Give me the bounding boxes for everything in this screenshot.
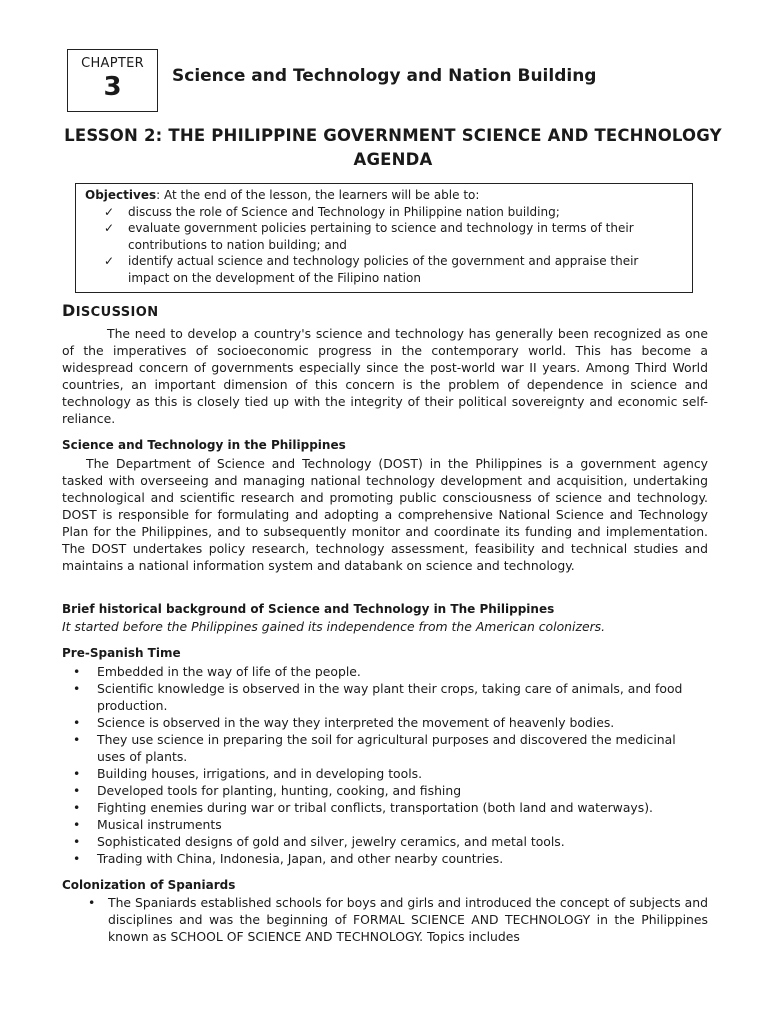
list-item-text: Building houses, irrigations, and in developing tools. (97, 766, 423, 781)
list-item-text: Fighting enemies during war or tribal conflicts, transportation (both land and waterways). (97, 800, 653, 815)
bullet-icon: • (73, 817, 81, 832)
list-item (62, 663, 708, 680)
bullet-icon: • (88, 895, 96, 910)
history-heading: Brief historical background of Science and Technology in The Philippines (62, 602, 555, 616)
objectives-intro: : At the end of the lesson, the learners will be able to: (156, 188, 480, 202)
bullet-icon: • (73, 715, 81, 730)
objective-item (104, 220, 682, 253)
discussion-initial: D (62, 301, 76, 320)
list-item (62, 894, 708, 945)
lesson-title: LESSON 2: THE PHILIPPINE GOVERNMENT SCIENCE AND TECHNOLOGY AGENDA (64, 126, 722, 169)
objective-text: evaluate government policies pertaining to science and technology in terms of their contributions to nation building; and (128, 221, 634, 252)
objective-item (104, 204, 682, 221)
list-item (62, 816, 708, 833)
discussion-rest: ISCUSSION (75, 305, 159, 320)
history-italic-line: It started before the Philippines gained its independence from the American colonizers. (62, 619, 606, 634)
list-item (62, 799, 708, 816)
st-philippines-paragraph: The Department of Science and Technology (DOST) in the Philippines is a government agency tasked with overseeing and managing national technology development and acquisition, undertaking technological and scientific research and promoting public consciousness of science and technology. DOST is responsible for formulating and adopting a comprehensive National Science and Technology Plan for the Philippines, and to subsequently monitor and coordinate its funding and implementation. The DOST undertakes policy research, technology assessment, feasibility and technical studies and maintains a national information system and databank on science and technology. (62, 456, 708, 573)
chapter-label: CHAPTER (81, 56, 144, 71)
objectives-box (75, 183, 693, 293)
list-item (62, 731, 708, 765)
pre-spanish-heading: Pre-Spanish Time (62, 646, 181, 660)
list-item-text: The Spaniards established schools for boys and girls and introduced the concept of subjects and disciplines and was the beginning of FORMAL SCIENCE AND TECHNOLOGY in the Philippines known as SCHOOL OF SCIENCE AND TECHNOLOGY. Topics includes (108, 895, 708, 944)
check-icon: ✓ (104, 254, 115, 269)
list-item (62, 782, 708, 799)
list-item (62, 680, 708, 714)
bullet-icon: • (73, 766, 81, 781)
objective-item (104, 253, 682, 286)
list-item-text: Trading with China, Indonesia, Japan, and other nearby countries. (97, 851, 504, 866)
list-item (62, 714, 708, 731)
check-icon: ✓ (104, 204, 115, 219)
list-item-text: Sophisticated designs of gold and silver, jewelry ceramics, and metal tools. (97, 834, 565, 849)
bullet-icon: • (73, 834, 81, 849)
st-philippines-heading: Science and Technology in the Philippines (62, 438, 346, 452)
chapter-title: Science and Technology and Nation Building (172, 66, 597, 86)
spaniards-heading: Colonization of Spaniards (62, 878, 236, 892)
bullet-icon: • (73, 851, 81, 866)
objectives-heading-line (85, 187, 682, 204)
objectives-heading: Objectives (85, 188, 157, 202)
check-icon: ✓ (104, 221, 115, 236)
list-item-text: Embedded in the way of life of the people. (97, 664, 361, 679)
objectives-list (85, 204, 682, 287)
list-item-text: Science is observed in the way they interpreted the movement of heavenly bodies. (97, 715, 615, 730)
bullet-icon: • (73, 681, 81, 696)
pre-spanish-list (62, 663, 708, 867)
list-item-text: Scientific knowledge is observed in the way plant their crops, taking care of animals, and food production. (97, 681, 683, 713)
list-item (62, 850, 708, 867)
list-item (62, 765, 708, 782)
objective-text: discuss the role of Science and Technology in Philippine nation building; (128, 204, 560, 219)
bullet-icon: • (73, 732, 81, 747)
chapter-number: 3 (103, 72, 122, 102)
chapter-box (67, 49, 158, 112)
discussion-paragraph: The need to develop a country's science and technology has generally been recognized as one of the imperatives of socioeconomic progress in the contemporary world. This has become a widespread concern of governments especially since the post-world war II years. Among Third World countries, an important dimension of this concern is the problem of dependence in science and technology as this is closely tied up with the integrity of their political sovereignty and economic self-reliance. (62, 326, 708, 426)
list-item-text: Musical instruments (97, 817, 222, 832)
discussion-heading (62, 301, 159, 320)
list-item-text: Developed tools for planting, hunting, cooking, and fishing (97, 783, 462, 798)
bullet-icon: • (73, 783, 81, 798)
bullet-icon: • (73, 664, 81, 679)
spaniards-list (62, 894, 708, 945)
bullet-icon: • (73, 800, 81, 815)
list-item-text: They use science in preparing the soil for agricultural purposes and discovered the medicinal uses of plants. (97, 732, 676, 764)
objective-text: identify actual science and technology policies of the government and appraise their impact on the development of the Filipino nation (128, 254, 639, 285)
list-item (62, 833, 708, 850)
